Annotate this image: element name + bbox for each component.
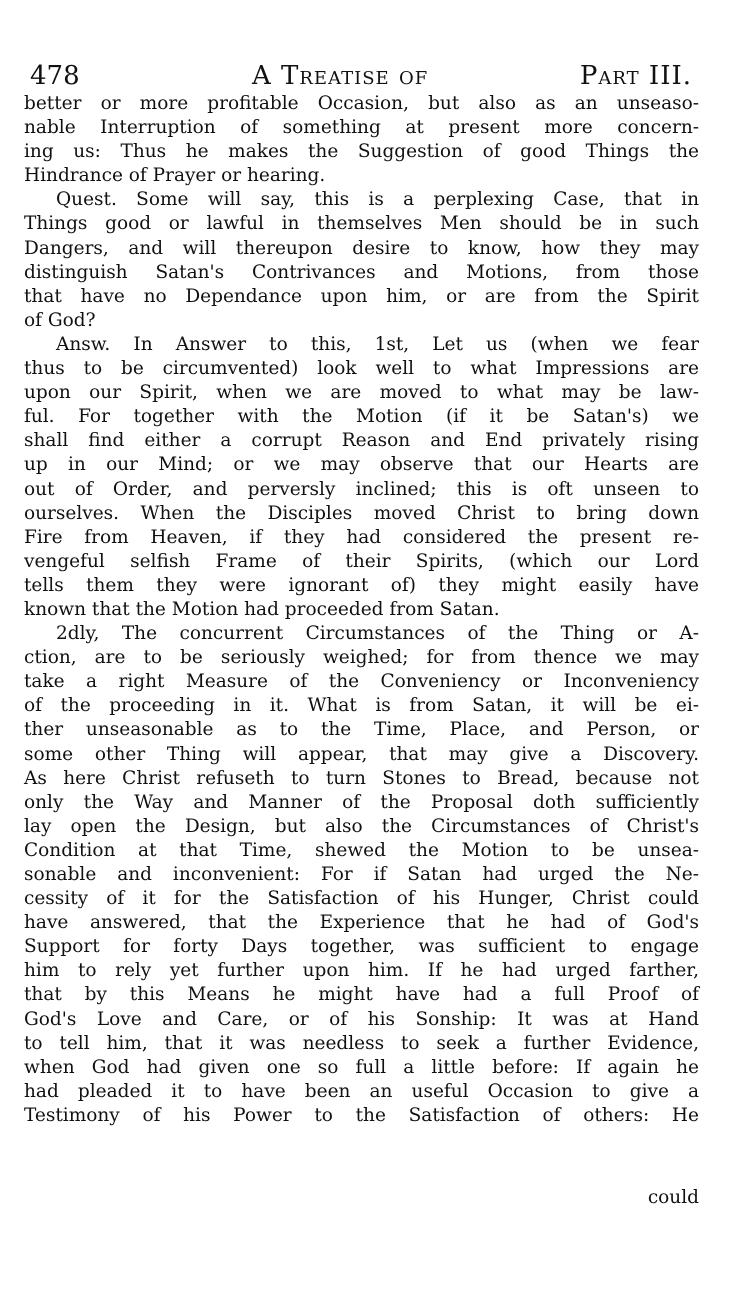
text-line: distinguish Satan's Contrivances and Motions, from those: [24, 261, 699, 283]
text-line: of the proceeding in it. What is from Satan, it will be ei-: [24, 695, 699, 717]
text-line: to tell him, that it was needless to seek a further Evidence,: [24, 1032, 699, 1054]
text-line: Answ. In Answer to this, 1st, Let us (when we fear: [56, 333, 699, 355]
text-line: shall find either a corrupt Reason and End privately rising: [24, 430, 699, 452]
running-title: A Treatise of: [252, 61, 429, 91]
text-line: had pleaded it to have been an useful Occasion to give a: [24, 1080, 699, 1102]
text-line: that have no Dependance upon him, or are from the Spirit: [24, 285, 699, 307]
text-line: Hindrance of Prayer or hearing.: [24, 165, 326, 187]
part-label: Part III.: [579, 61, 692, 91]
text-line: ourselves. When the Disciples moved Christ to bring down: [24, 502, 699, 524]
text-line: Condition at that Time, shewed the Motion to be unsea-: [24, 839, 699, 861]
text-line: when God had given one so full a little before: If again he: [24, 1056, 699, 1078]
text-line: nable Interruption of something at present more concern-: [24, 117, 699, 139]
text-line: Quest. Some will say, this is a perplexing Case, that in: [56, 189, 699, 211]
text-line: better or more profitable Occasion, but also as an unseaso-: [24, 93, 699, 114]
text-line: tells them they were ignorant of) they might easily have: [24, 574, 699, 596]
text-line: upon our Spirit, when we are moved to what may be law-: [24, 382, 699, 404]
text-line: that by this Means he might have had a full Proof of: [24, 984, 699, 1006]
text-line: cessity of it for the Satisfaction of his Hunger, Christ could: [24, 888, 699, 910]
text-line: 2dly, The concurrent Circumstances of the Thing or A-: [56, 623, 699, 645]
text-line: vengeful selfish Frame of their Spirits, (which our Lord: [24, 550, 699, 572]
text-line: ful. For together with the Motion (if it be Satan's) we: [24, 406, 699, 428]
text-line: sonable and inconvenient: For if Satan had urged the Ne-: [24, 864, 699, 885]
text-line: out of Order, and perversly inclined; this is oft unseen to: [24, 478, 699, 500]
text-line: take a right Measure of the Conveniency or Inconveniency: [24, 671, 699, 693]
running-header: [30, 56, 692, 96]
text-line: thus to be circumvented) look well to what Impressions are: [24, 358, 699, 380]
page-number: 478: [30, 61, 80, 91]
body-text: [24, 92, 699, 1128]
text-line: Fire from Heaven, if they had considered the present re-: [24, 526, 699, 548]
text-line: up in our Mind; or we may observe that our Hearts are: [24, 454, 699, 476]
text-line: ther unseasonable as to the Time, Place, and Person, or: [24, 719, 699, 741]
text-line: him to rely yet further upon him. If he had urged farther,: [24, 960, 699, 982]
text-line: lay open the Design, but also the Circumstances of Christ's: [24, 815, 699, 837]
text-line: As here Christ refuseth to turn Stones to Bread, because not: [24, 767, 699, 789]
text-line: known that the Motion had proceeded from Satan.: [24, 598, 500, 620]
text-line: God's Love and Care, or of his Sonship: It was at Hand: [24, 1008, 699, 1030]
text-line: Things good or lawful in themselves Men should be in such: [24, 213, 699, 235]
catchword: could: [647, 1187, 699, 1208]
text-line: Dangers, and will thereupon desire to know, how they may: [24, 237, 699, 259]
text-line: some other Thing will appear, that may give a Discovery.: [24, 743, 699, 765]
text-line: Testimony of his Power to the Satisfaction of others: He: [24, 1104, 699, 1126]
text-line: ing us: Thus he makes the Suggestion of good Things the: [24, 141, 699, 163]
text-line: ction, are to be seriously weighed; for from thence we may: [24, 647, 699, 669]
text-line: only the Way and Manner of the Proposal doth sufficiently: [24, 791, 699, 813]
text-line: have answered, that the Experience that he had of God's: [24, 912, 699, 934]
text-line: Support for forty Days together, was sufficient to engage: [24, 936, 699, 958]
text-line: of God?: [24, 309, 96, 331]
